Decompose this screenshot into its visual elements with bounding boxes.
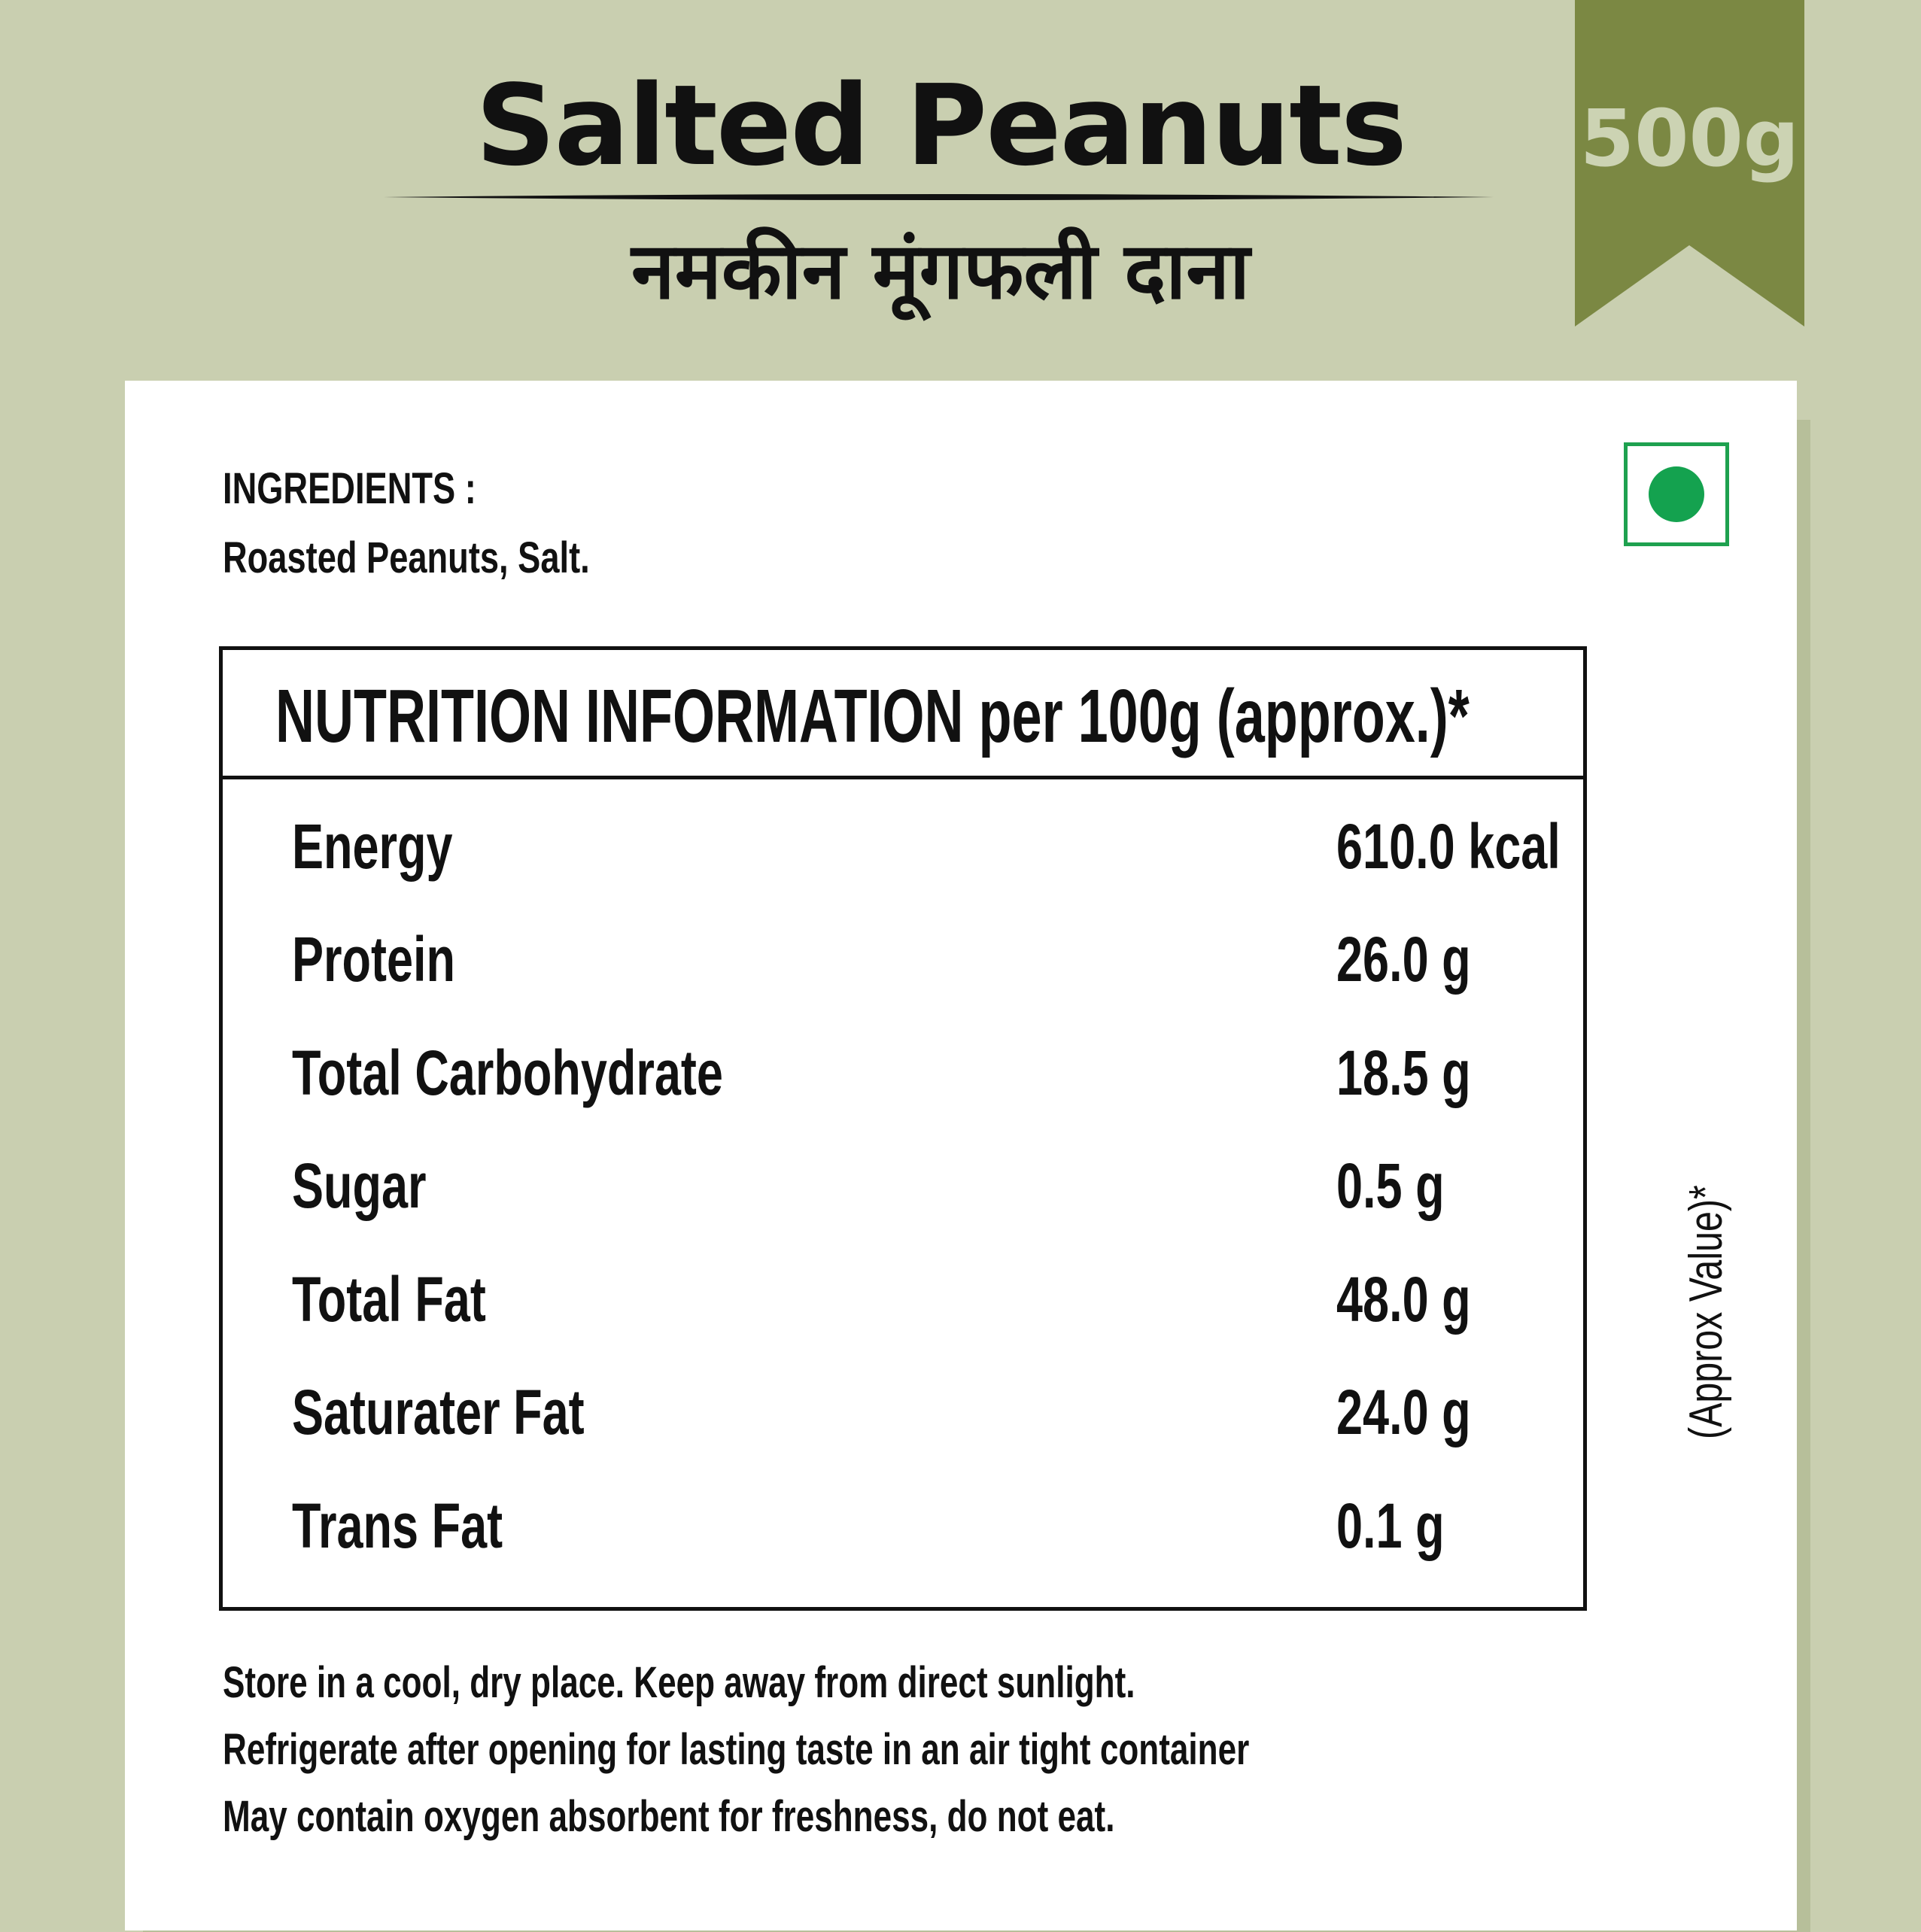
nutrition-header xyxy=(223,650,1583,779)
nutrition-table xyxy=(219,646,1587,1611)
weight-label: 500g xyxy=(1579,93,1800,184)
title-divider xyxy=(384,192,1494,202)
nutrient-label: Saturater Fat xyxy=(292,1377,585,1447)
nutrient-value: 0.1 g xyxy=(1336,1490,1445,1561)
nutrition-row xyxy=(223,922,1583,997)
storage-line: May contain oxygen absorbent for freshness, do not eat. xyxy=(223,1792,1115,1841)
nutrient-label: Total Carbohydrate xyxy=(292,1037,723,1108)
veg-symbol-icon xyxy=(1624,442,1729,546)
nutrition-row xyxy=(223,809,1583,884)
nutrient-label: Trans Fat xyxy=(292,1490,503,1561)
nutrition-row xyxy=(223,1375,1583,1450)
nutrient-value: 18.5 g xyxy=(1336,1037,1471,1108)
ingredients-heading: INGREDIENTS : xyxy=(223,464,476,513)
storage-instructions xyxy=(223,1649,1249,1850)
nutrient-value: 24.0 g xyxy=(1336,1377,1471,1447)
nutrient-label: Total Fat xyxy=(292,1264,486,1335)
nutrition-heading: NUTRITION INFORMATION per 100g (approx.)* xyxy=(275,674,1470,758)
nutrient-label: Sugar xyxy=(292,1150,427,1221)
product-title: Salted Peanuts xyxy=(475,61,1406,190)
nutrition-row xyxy=(223,1262,1583,1337)
approx-value-text: (Approx Value)* xyxy=(1680,1185,1732,1439)
veg-dot xyxy=(1649,466,1704,522)
nutrient-value: 610.0 kcal xyxy=(1336,811,1561,882)
storage-line: Refrigerate after opening for lasting taste in an air tight container xyxy=(223,1725,1250,1774)
nutrition-row xyxy=(223,1035,1583,1110)
nutrient-value: 26.0 g xyxy=(1336,924,1471,995)
storage-line: Store in a cool, dry place. Keep away from direct sunlight. xyxy=(223,1658,1135,1707)
nutrition-row xyxy=(223,1148,1583,1223)
nutrient-value: 0.5 g xyxy=(1336,1150,1445,1221)
product-subtitle-hindi: नमकीन मूंगफली दाना xyxy=(631,225,1251,317)
nutrient-label: Protein xyxy=(292,924,456,995)
approx-value-note xyxy=(1676,1138,1737,1439)
nutrition-row xyxy=(223,1488,1583,1563)
nutrient-label: Energy xyxy=(292,811,453,882)
nutrient-value: 48.0 g xyxy=(1336,1264,1471,1335)
ingredients-text: Roasted Peanuts, Salt. xyxy=(223,533,590,582)
